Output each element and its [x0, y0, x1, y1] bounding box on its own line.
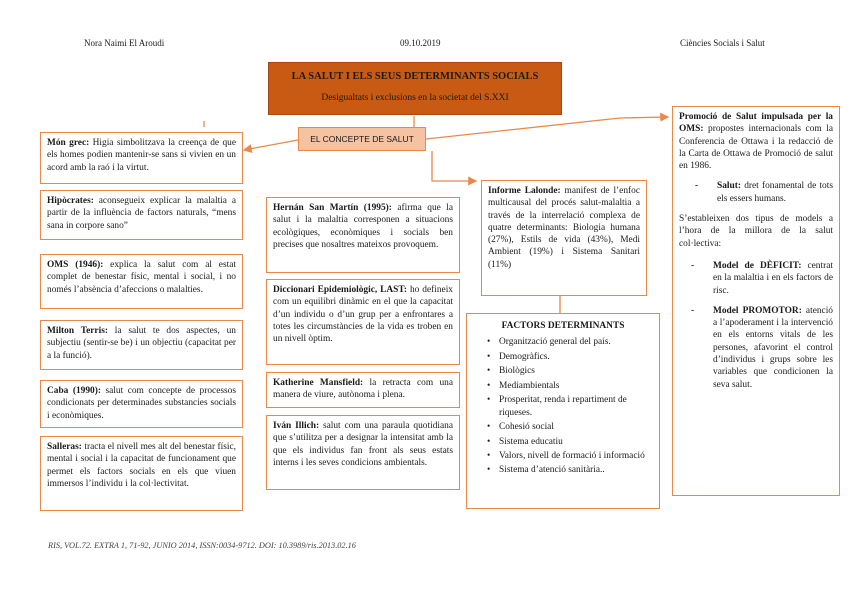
box-head: Món grec:	[47, 138, 90, 148]
box-head: Hipòcrates:	[47, 196, 94, 206]
box-milton-terris	[40, 320, 243, 370]
deficit-head: Model de DÈFICIT:	[713, 260, 802, 271]
salut-body: dret fonamental de tots els essers humans.	[717, 181, 833, 204]
list-item: • Valors, nivell de formació i informació	[499, 450, 653, 462]
main-title-box	[268, 62, 562, 115]
document-date: 09.10.2019	[400, 38, 441, 48]
box-body: la salut te dos aspectes, un subjectiu (sentir-se be) i un objectiu (capacitat per a la funció).	[47, 326, 236, 361]
promotor-head: Model PROMOTOR:	[713, 305, 802, 316]
box-salleras	[40, 436, 243, 511]
promotor-body: atenció a l’apoderament i la intervenció en els entorns vitals de les persones, afavorint el control d’individus i grups sobre les variables que condicionen la seva salut.	[713, 305, 833, 390]
list-item: • Sistema educatiu	[499, 436, 653, 448]
box-oms	[40, 254, 243, 309]
box-head: Hernán San Martín (1995):	[273, 203, 392, 213]
arrow-to-promotion-base	[426, 118, 620, 139]
factors-title: FACTORS DETERMINANTS	[501, 321, 625, 331]
box-body: manifest de l’enfoc multicausal del procés salut-malaltia a través de la interrelació complexa de quatre determinants: Biologia humana (27%), Estils de vida (43%), Medi Ambient (19%) i Sistema Sanitari (11%)	[488, 186, 640, 270]
concept-label: EL CONCEPTE DE SALUT	[298, 127, 426, 151]
salut-head: Salut:	[717, 181, 741, 192]
arrow-to-lalonde	[432, 151, 476, 181]
footer-citation: RIS, VOL.72. EXTRA 1, 71-92, JUNIO 2014, ISSN:0034-9712. DOI: 10.3989/ris.2013.02.16	[48, 541, 356, 550]
box-body: aconsegueix explicar la malaltia a partir de la influència de factors naturals, “mens sana in corpore sano”	[47, 196, 236, 231]
box-body: afirma que la salut i la malaltia corresponen a situacions ecològiques, econòmiques i socials ben precises que nosaltres mateixos provoquem.	[273, 203, 453, 250]
box-head: Informe Lalonde:	[488, 186, 561, 196]
box-body: tracta el nivell mes alt del benestar físic, mental i social i la capacitat de funcionament que permet els factors socials en els que viuen immersos l’individu i la col·lectivitat.	[47, 442, 236, 489]
arrow-to-promotion	[620, 117, 668, 118]
box-head: OMS (1946):	[47, 260, 104, 270]
arrow-to-left-column	[244, 140, 298, 150]
box-head: Caba (1990):	[47, 386, 101, 396]
box-head: Katherine Mansfield:	[273, 378, 364, 388]
list-item	[717, 180, 833, 205]
salut-list	[679, 180, 833, 205]
box-hernan-san-martin	[266, 197, 460, 273]
box-body: propostes internacionals com la Conferencia de Ottawa i la redacció de la Carta de Ottawa de Promoció de salut en 1986.	[679, 124, 833, 172]
list-item: • Cohesió social	[499, 421, 653, 433]
list-item: • Demogràfics.	[499, 351, 653, 363]
main-subtitle: Desigualtats i exclusions en la societat del S.XXI	[321, 93, 509, 103]
box-informe-lalonde	[481, 180, 647, 296]
box-factors-determinants	[466, 313, 660, 509]
box-head: Milton Terris:	[47, 326, 108, 336]
box-body: la retracta com una manera de viure, autònoma i plena.	[273, 378, 453, 401]
box-head: Diccionari Epidemiològic, LAST:	[273, 285, 408, 295]
box-head: Iván Illich:	[273, 421, 320, 431]
list-item: • Prosperitat, renda i repartiment de riqueses.	[499, 394, 653, 419]
list-item	[713, 260, 833, 297]
box-katherine-mansfield	[266, 372, 460, 408]
deficit-body: centrat en la malaltia i en els factors de risc.	[713, 260, 833, 296]
box-ivan-illich	[266, 415, 460, 490]
box-caba	[40, 380, 243, 428]
list-item: • Biològics	[499, 365, 653, 377]
list-item	[713, 305, 833, 391]
box-hipocrates	[40, 190, 243, 240]
author-name: Nora Naimi El Aroudi	[84, 38, 165, 48]
models-intro: S’estableixen dos tipus de models a l’hora de la millora de la salut col·lectiva:	[679, 214, 833, 249]
box-body: salut com concepte de processos condicionats per determinades substancies socials i econòmiques.	[47, 386, 236, 421]
box-body: explica la salut com al estat complet de benestar físic, mental i social, i no només l’absència d’afeccions o malalties.	[47, 260, 236, 295]
list-item: • Organització general del país.	[499, 336, 653, 348]
box-head: Salleras:	[47, 442, 82, 452]
models-list	[679, 260, 833, 391]
box-promocio-salut	[672, 106, 840, 496]
list-item: • Sistema d’atenció sanitària..	[499, 464, 653, 476]
list-item: • Mediambientals	[499, 380, 653, 392]
box-body: ho defineix com un equilibri dinàmic en el que la capacitat d’un individu o d’un grup per a enfrontares a totes les circumstàncies de la vida es troben en un nivell òptim.	[273, 285, 453, 345]
box-body: salut com una paraula quotidiana que s’utilitza per a designar la intensitat amb la que els individus fan front als seus estats interns i les seves condicions ambientals.	[273, 421, 453, 468]
factors-list	[473, 336, 653, 476]
box-head: Promoció de Salut impulsada per la OMS:	[679, 112, 833, 135]
box-mon-grec	[40, 132, 243, 184]
course-subject: Ciències Socials i Salut	[680, 38, 765, 48]
box-body: Higia simbolitzava la creença de que els homes podien mantenir-se sans si vivien en un acord amb la raó i la virtut.	[47, 138, 236, 173]
main-title: LA SALUT I ELS SEUS DETERMINANTS SOCIALS	[291, 71, 539, 82]
box-diccionari-epidemiologic	[266, 279, 460, 365]
